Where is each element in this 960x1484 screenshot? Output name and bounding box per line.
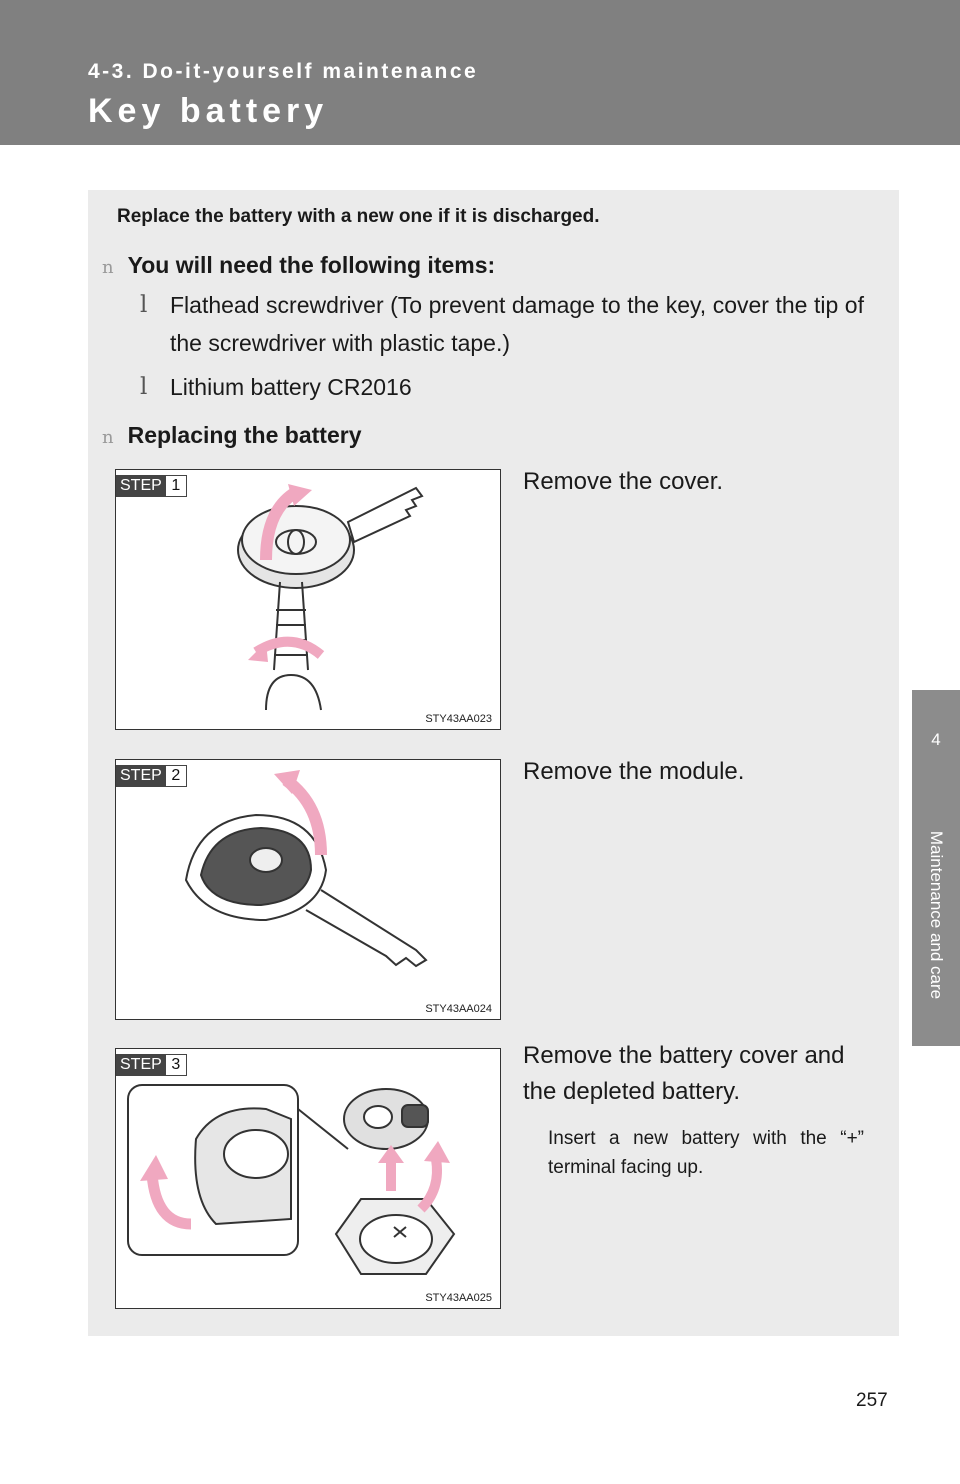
chapter-label: Maintenance and care xyxy=(927,830,946,1000)
step-1-text: Remove the cover. xyxy=(523,468,724,495)
step-1-figure xyxy=(115,469,501,730)
figure-code: STY43AA025 xyxy=(425,1292,492,1304)
page-header xyxy=(0,0,960,145)
page-number: 257 xyxy=(856,1390,888,1411)
key-cover-illustration xyxy=(116,470,500,729)
step-3-badge: STEP 3 xyxy=(116,1054,187,1076)
needed-items-heading xyxy=(102,252,495,279)
content-panel xyxy=(88,190,899,1336)
figure-code: STY43AA023 xyxy=(425,713,492,725)
step-2-badge: STEP 2 xyxy=(116,765,187,787)
item-marker: l xyxy=(140,374,148,400)
heading-marker: n xyxy=(102,257,114,278)
item-marker: l xyxy=(140,292,148,318)
list-item xyxy=(140,286,864,362)
page-title: Key battery xyxy=(88,92,329,130)
step-1-badge: STEP 1 xyxy=(116,475,187,497)
section-label: 4-3. Do-it-yourself maintenance xyxy=(88,60,479,83)
step-3-text: Remove the battery cover and the depleted battery. xyxy=(523,1042,845,1105)
step-3-figure xyxy=(115,1048,501,1309)
list-item-text: Lithium battery CR2016 xyxy=(170,374,412,400)
replacing-title: Replacing the battery xyxy=(127,422,362,448)
step-2-text: Remove the module. xyxy=(523,758,745,785)
figure-code: STY43AA024 xyxy=(425,1003,492,1015)
intro-text: Replace the battery with a new one if it is discharged. xyxy=(117,206,600,227)
key-module-illustration xyxy=(116,760,500,1019)
heading-marker: n xyxy=(102,427,114,448)
step-3-note: Insert a new battery with the “+” terminal facing up. xyxy=(548,1128,864,1178)
chapter-number: 4 xyxy=(931,730,941,749)
list-item xyxy=(140,368,864,406)
needed-items-title: You will need the following items: xyxy=(127,252,496,278)
replacing-heading xyxy=(102,422,361,449)
list-item-text: Flathead screwdriver (To prevent damage to the key, cover the tip of the screwdriver with plastic tape.) xyxy=(170,292,864,356)
battery-replacement-illustration xyxy=(116,1049,500,1308)
step-2-figure xyxy=(115,759,501,1020)
chapter-tab[interactable] xyxy=(912,690,960,1046)
